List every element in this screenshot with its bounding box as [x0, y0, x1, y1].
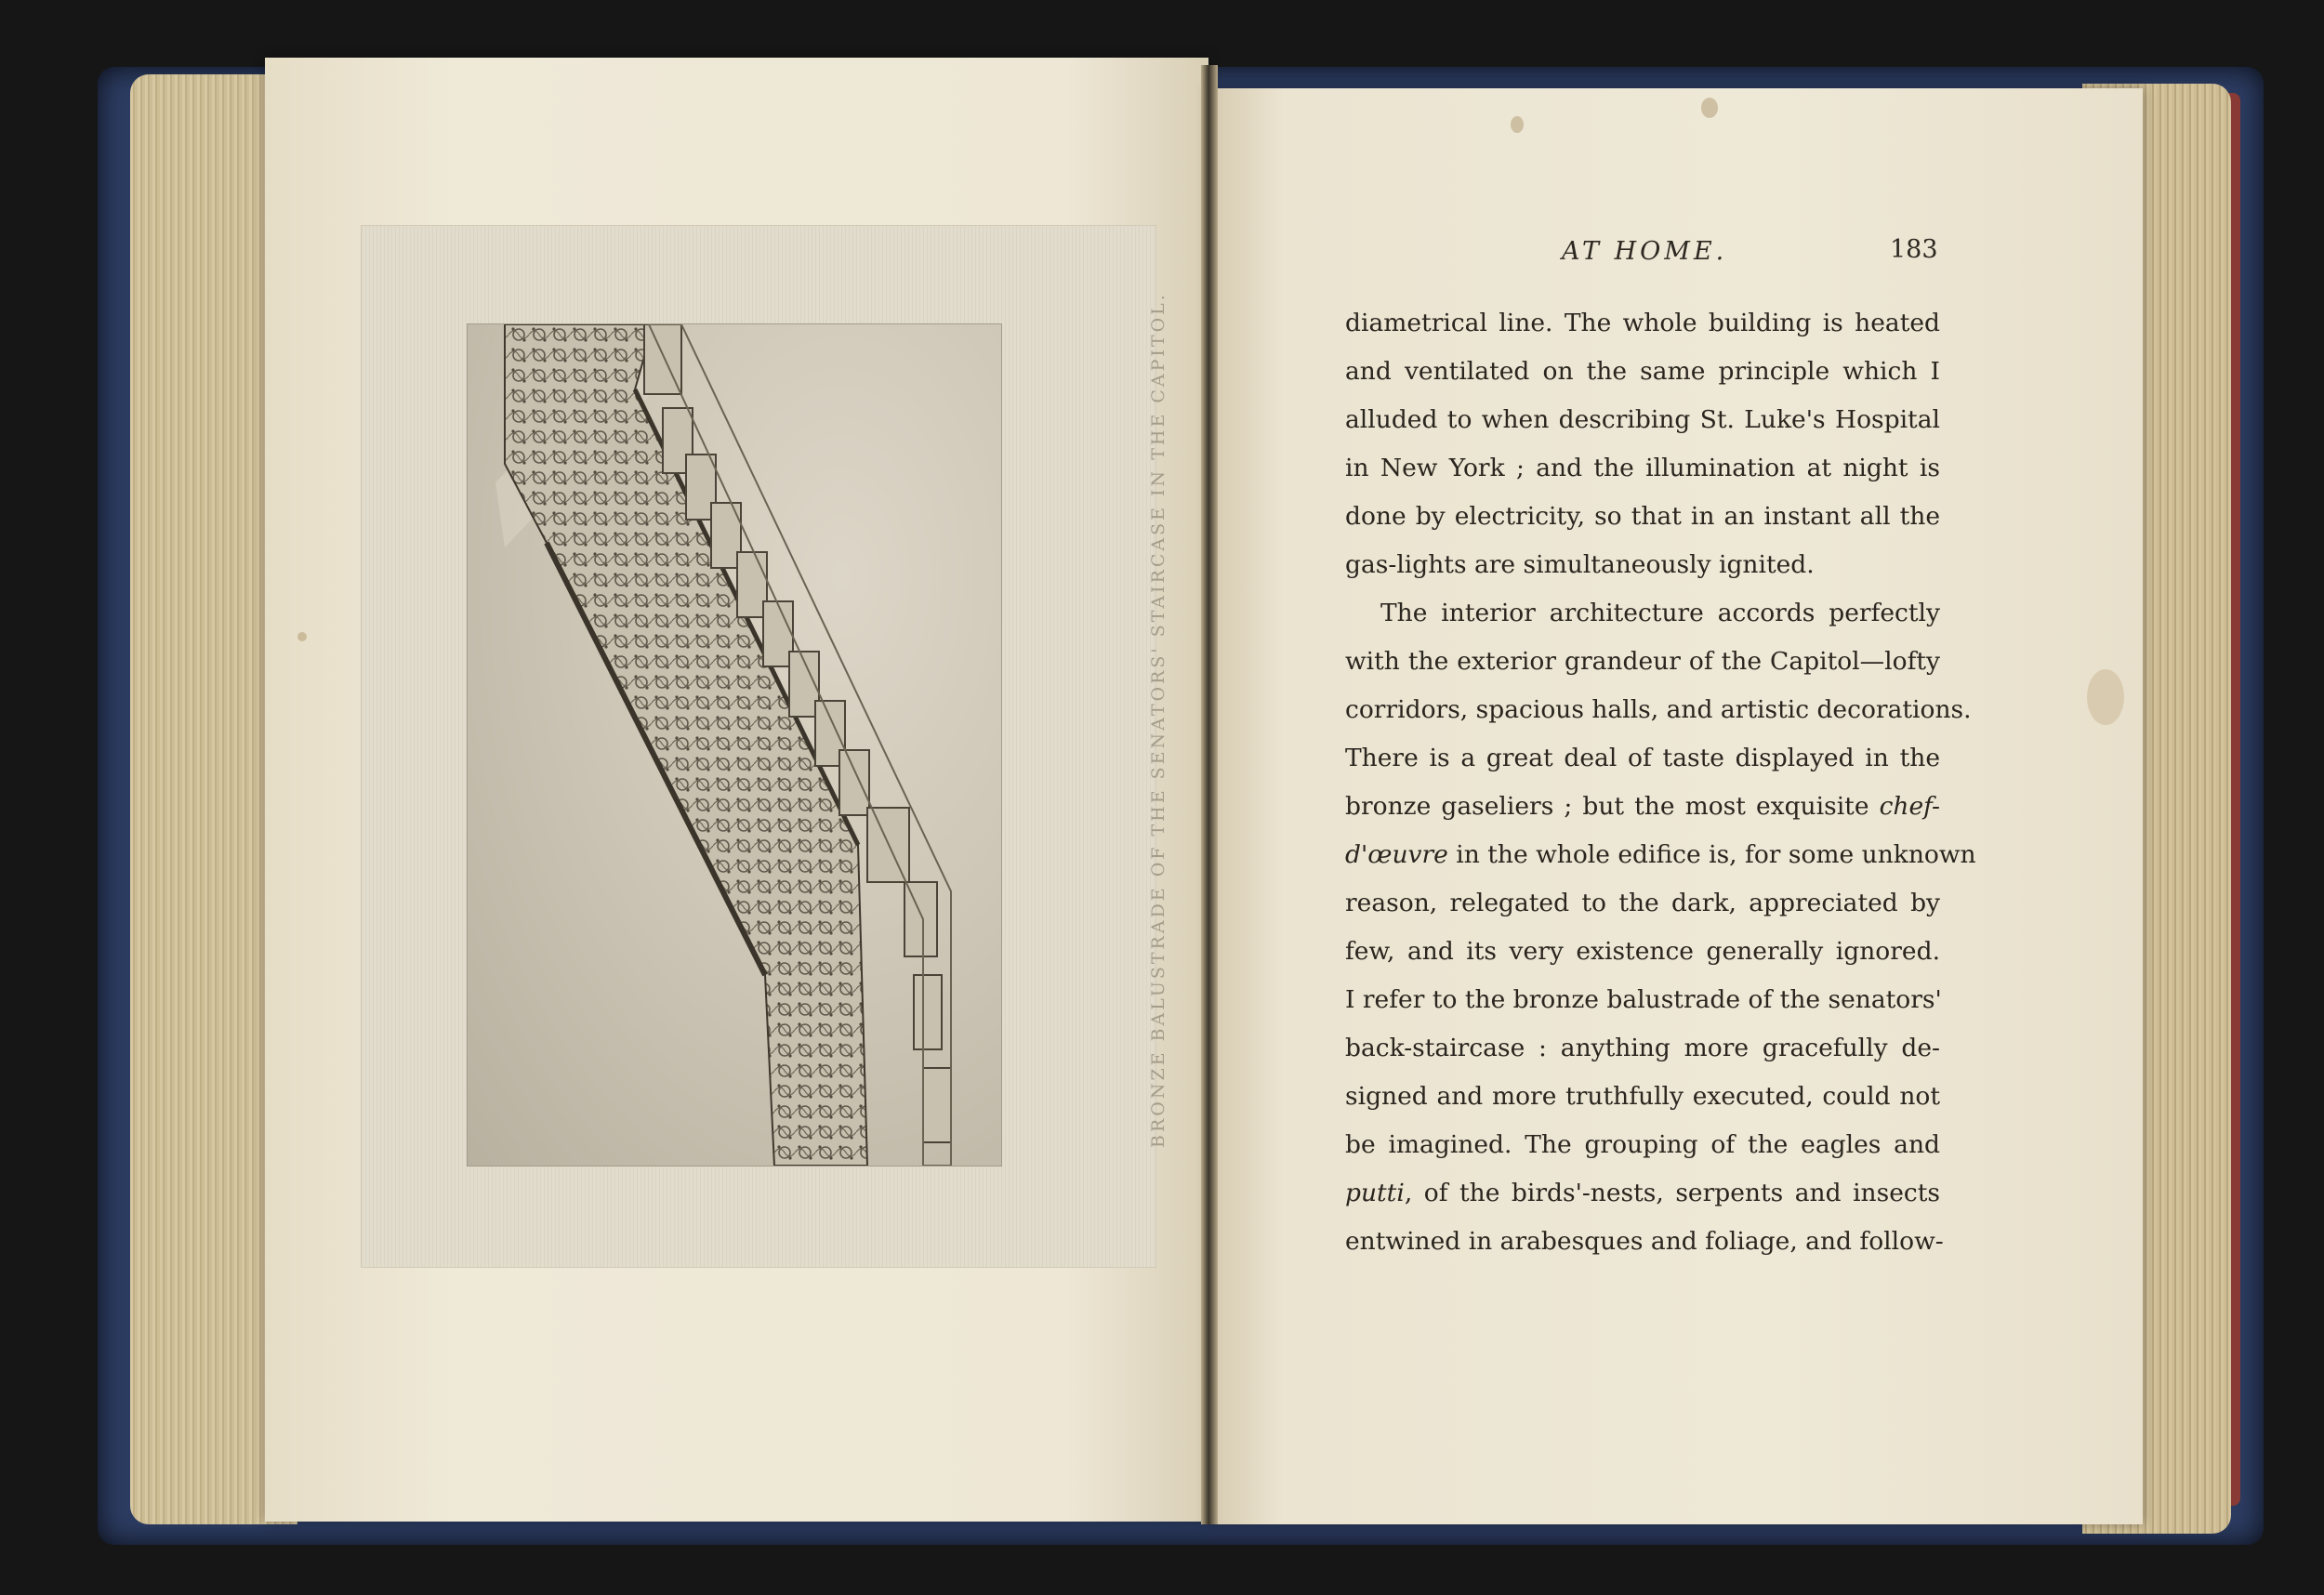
- staircase-photograph: [467, 323, 1002, 1167]
- text-line: There is a great deal of taste displayed in the: [1345, 744, 1940, 772]
- foxing-spot: [297, 632, 307, 641]
- text-line: diametrical line. The whole building is heated: [1345, 309, 1940, 337]
- text-segment: , of the birds'-nests, serpents and insects: [1404, 1179, 1940, 1207]
- running-head: AT HOME.: [1562, 237, 1728, 266]
- page-number: 183: [1890, 235, 1938, 264]
- text-line: [1345, 1169, 1940, 1218]
- text-line: reason, relegated to the dark, appreciated by: [1345, 889, 1940, 917]
- text-line: back-staircase : anything more gracefully de-: [1345, 1034, 1940, 1062]
- text-line: entwined in arabesques and foliage, and follow-: [1345, 1227, 1944, 1256]
- plate-caption: BRONZE BALUSTRADE OF THE SENATORS' STAIRCASE IN THE CAPITOL.: [1148, 292, 1169, 1148]
- text-line: and ventilated on the same principle which I: [1345, 357, 1940, 386]
- text-line: I refer to the bronze balustrade of the senators': [1345, 985, 1942, 1014]
- staircase-illustration: [468, 324, 1001, 1166]
- italic-word: putti: [1345, 1179, 1405, 1207]
- text-segment: in the whole edifice is, for some unknown: [1456, 840, 1976, 869]
- italic-word: chef-: [1879, 792, 1940, 821]
- text-line: signed and more truthfully executed, could not: [1345, 1082, 1940, 1111]
- foxing-spot: [1701, 98, 1718, 118]
- text-line: be imagined. The grouping of the eagles and: [1345, 1130, 1940, 1159]
- book-gutter: [1201, 65, 1218, 1524]
- text-line: alluded to when describing St. Luke's Hospital: [1345, 405, 1940, 434]
- text-line: with the exterior grandeur of the Capitol—lofty: [1345, 647, 1940, 676]
- text-line: [1345, 831, 1976, 879]
- text-line: done by electricity, so that in an instant all the: [1345, 502, 1940, 531]
- foxing-spot: [1511, 116, 1524, 133]
- text-line: corridors, spacious halls, and artistic decorations.: [1345, 695, 1972, 724]
- foxing-spot: [2087, 669, 2124, 725]
- text-line: in New York ; and the illumination at night is: [1345, 454, 1940, 482]
- text-line: The interior architecture accords perfectly: [1380, 599, 1940, 627]
- text-line: [1345, 783, 1940, 831]
- text-segment: bronze gaseliers ; but the most exquisite: [1345, 792, 1880, 821]
- text-line: few, and its very existence generally ignored.: [1345, 937, 1940, 966]
- italic-word: d'œuvre: [1345, 840, 1448, 869]
- text-line: gas-lights are simultaneously ignited.: [1345, 550, 1815, 579]
- body-text: [1345, 299, 1976, 1266]
